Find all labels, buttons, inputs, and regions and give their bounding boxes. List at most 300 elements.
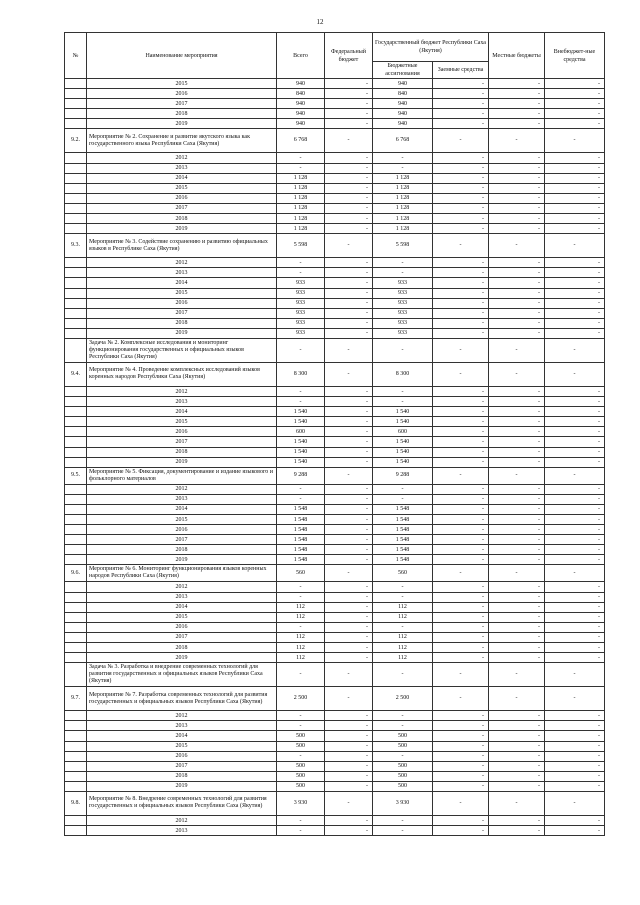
- table-row-year: [65, 427, 605, 437]
- row-federal-cell: -: [325, 417, 373, 427]
- row-name-cell: 2012: [87, 153, 277, 163]
- row-federal-cell: -: [325, 386, 373, 396]
- table-row-year: [65, 386, 605, 396]
- table-row-year: [65, 214, 605, 224]
- row-name-cell: 2013: [87, 268, 277, 278]
- row-extra-cell: -: [545, 427, 605, 437]
- row-budget-cell: 933: [373, 318, 433, 328]
- row-name-cell: 2012: [87, 258, 277, 268]
- table-row-year: [65, 622, 605, 632]
- row-extra-cell: -: [545, 711, 605, 721]
- row-borrowed-cell: -: [433, 653, 489, 663]
- row-total-cell: 1 548: [277, 545, 325, 555]
- row-extra-cell: -: [545, 484, 605, 494]
- row-federal-cell: -: [325, 318, 373, 328]
- row-budget-cell: 933: [373, 278, 433, 288]
- row-borrowed-cell: -: [433, 687, 489, 711]
- row-federal-cell: -: [325, 731, 373, 741]
- row-total-cell: -: [277, 622, 325, 632]
- row-budget-cell: 112: [373, 643, 433, 653]
- row-name-cell: 2016: [87, 427, 277, 437]
- row-name-cell: Мероприятие № 7. Разработка современных технологий для развития государственных и официальных языков Республики Саха (Якутия): [87, 687, 277, 711]
- table-row-year: [65, 771, 605, 781]
- row-extra-cell: -: [545, 457, 605, 467]
- row-num-cell: [65, 494, 87, 504]
- table-row-year: [65, 504, 605, 514]
- row-budget-cell: -: [373, 258, 433, 268]
- header-state-budget: Государственный бюджет Республики Саха (Якутия): [373, 33, 489, 62]
- row-num-cell: [65, 278, 87, 288]
- table-row-year: [65, 653, 605, 663]
- row-borrowed-cell: -: [433, 308, 489, 318]
- table-row-year: [65, 153, 605, 163]
- row-borrowed-cell: -: [433, 278, 489, 288]
- row-local-cell: -: [489, 741, 545, 751]
- row-local-cell: -: [489, 653, 545, 663]
- row-budget-cell: -: [373, 815, 433, 825]
- row-num-cell: [65, 711, 87, 721]
- row-num-cell: [65, 525, 87, 535]
- row-total-cell: 500: [277, 731, 325, 741]
- table-row-year: [65, 711, 605, 721]
- row-borrowed-cell: -: [433, 119, 489, 129]
- row-local-cell: -: [489, 565, 545, 582]
- row-name-cell: 2012: [87, 711, 277, 721]
- row-borrowed-cell: -: [433, 545, 489, 555]
- row-borrowed-cell: -: [433, 386, 489, 396]
- row-num-cell: 9.4.: [65, 362, 87, 386]
- budget-table: [64, 32, 605, 836]
- row-extra-cell: -: [545, 721, 605, 731]
- row-name-cell: 2016: [87, 298, 277, 308]
- row-federal-cell: -: [325, 224, 373, 234]
- row-local-cell: -: [489, 99, 545, 109]
- row-local-cell: -: [489, 494, 545, 504]
- row-budget-cell: 933: [373, 328, 433, 338]
- row-borrowed-cell: -: [433, 338, 489, 362]
- row-extra-cell: -: [545, 437, 605, 447]
- row-num-cell: [65, 268, 87, 278]
- row-extra-cell: -: [545, 258, 605, 268]
- row-extra-cell: -: [545, 731, 605, 741]
- table-row-measure: [65, 687, 605, 711]
- row-num-cell: [65, 203, 87, 213]
- row-federal-cell: -: [325, 183, 373, 193]
- row-total-cell: -: [277, 153, 325, 163]
- row-budget-cell: 3 930: [373, 791, 433, 815]
- row-extra-cell: -: [545, 362, 605, 386]
- row-budget-cell: 6 768: [373, 129, 433, 153]
- row-local-cell: -: [489, 298, 545, 308]
- row-borrowed-cell: -: [433, 525, 489, 535]
- row-total-cell: 6 768: [277, 129, 325, 153]
- row-total-cell: 940: [277, 109, 325, 119]
- row-local-cell: -: [489, 224, 545, 234]
- row-local-cell: -: [489, 826, 545, 836]
- table-row-measure: [65, 234, 605, 258]
- row-total-cell: 500: [277, 771, 325, 781]
- row-local-cell: -: [489, 457, 545, 467]
- row-total-cell: -: [277, 258, 325, 268]
- row-local-cell: -: [489, 234, 545, 258]
- row-local-cell: -: [489, 119, 545, 129]
- row-borrowed-cell: -: [433, 781, 489, 791]
- row-budget-cell: -: [373, 163, 433, 173]
- row-borrowed-cell: -: [433, 397, 489, 407]
- row-budget-cell: 1 540: [373, 447, 433, 457]
- row-budget-cell: 560: [373, 565, 433, 582]
- row-local-cell: -: [489, 711, 545, 721]
- row-total-cell: 933: [277, 318, 325, 328]
- row-federal-cell: -: [325, 687, 373, 711]
- row-borrowed-cell: -: [433, 602, 489, 612]
- row-local-cell: -: [489, 771, 545, 781]
- row-name-cell: Мероприятие № 8. Внедрение современных технологий для развития государственных и официальных языков Республики Саха (Якутия): [87, 791, 277, 815]
- row-federal-cell: -: [325, 494, 373, 504]
- row-num-cell: [65, 386, 87, 396]
- row-federal-cell: -: [325, 153, 373, 163]
- row-federal-cell: -: [325, 437, 373, 447]
- row-num-cell: [65, 397, 87, 407]
- row-total-cell: 1 548: [277, 535, 325, 545]
- row-name-cell: 2019: [87, 653, 277, 663]
- row-borrowed-cell: -: [433, 791, 489, 815]
- row-federal-cell: -: [325, 163, 373, 173]
- row-num-cell: [65, 457, 87, 467]
- row-num-cell: [65, 214, 87, 224]
- row-federal-cell: -: [325, 815, 373, 825]
- row-local-cell: -: [489, 592, 545, 602]
- table-row-measure: [65, 129, 605, 153]
- row-name-cell: Мероприятие № 5. Фиксация, документирование и издание языкового и фольклорного материалов: [87, 467, 277, 484]
- row-federal-cell: -: [325, 484, 373, 494]
- row-budget-cell: 112: [373, 602, 433, 612]
- row-name-cell: 2013: [87, 494, 277, 504]
- row-name-cell: 2012: [87, 582, 277, 592]
- row-budget-cell: -: [373, 711, 433, 721]
- row-total-cell: 933: [277, 328, 325, 338]
- row-local-cell: -: [489, 484, 545, 494]
- row-total-cell: 1 540: [277, 437, 325, 447]
- row-total-cell: 940: [277, 119, 325, 129]
- row-name-cell: 2013: [87, 721, 277, 731]
- row-budget-cell: -: [373, 386, 433, 396]
- row-num-cell: [65, 484, 87, 494]
- table-row-year: [65, 298, 605, 308]
- row-name-cell: 2019: [87, 328, 277, 338]
- row-total-cell: 112: [277, 653, 325, 663]
- row-total-cell: 1 128: [277, 193, 325, 203]
- row-name-cell: 2018: [87, 771, 277, 781]
- row-num-cell: [65, 781, 87, 791]
- row-name-cell: 2018: [87, 643, 277, 653]
- row-extra-cell: -: [545, 153, 605, 163]
- row-borrowed-cell: -: [433, 555, 489, 565]
- row-local-cell: -: [489, 643, 545, 653]
- row-federal-cell: -: [325, 288, 373, 298]
- row-local-cell: -: [489, 417, 545, 427]
- row-num-cell: [65, 761, 87, 771]
- table-row-year: [65, 535, 605, 545]
- row-extra-cell: -: [545, 535, 605, 545]
- row-extra-cell: -: [545, 234, 605, 258]
- row-borrowed-cell: -: [433, 362, 489, 386]
- row-federal-cell: -: [325, 602, 373, 612]
- row-borrowed-cell: -: [433, 721, 489, 731]
- row-budget-cell: 1 548: [373, 535, 433, 545]
- row-name-cell: 2015: [87, 79, 277, 89]
- row-federal-cell: -: [325, 193, 373, 203]
- row-federal-cell: -: [325, 826, 373, 836]
- row-total-cell: -: [277, 663, 325, 687]
- row-total-cell: 1 128: [277, 203, 325, 213]
- row-local-cell: -: [489, 602, 545, 612]
- row-total-cell: -: [277, 721, 325, 731]
- row-budget-cell: 1 128: [373, 173, 433, 183]
- row-total-cell: 940: [277, 79, 325, 89]
- row-name-cell: Задача № 3. Разработка и внедрение современных технологий для развития государственных и официальных языков Республики Саха (Якутия): [87, 663, 277, 687]
- table-row-year: [65, 268, 605, 278]
- row-extra-cell: -: [545, 663, 605, 687]
- row-local-cell: -: [489, 163, 545, 173]
- table-body: [65, 79, 605, 836]
- row-extra-cell: -: [545, 602, 605, 612]
- table-row-measure: [65, 362, 605, 386]
- table-row-measure: [65, 791, 605, 815]
- row-borrowed-cell: -: [433, 427, 489, 437]
- row-federal-cell: -: [325, 328, 373, 338]
- row-extra-cell: -: [545, 119, 605, 129]
- row-extra-cell: -: [545, 308, 605, 318]
- row-extra-cell: -: [545, 129, 605, 153]
- row-budget-cell: 940: [373, 99, 433, 109]
- table-row-year: [65, 826, 605, 836]
- row-budget-cell: 1 128: [373, 224, 433, 234]
- row-name-cell: 2014: [87, 504, 277, 514]
- row-budget-cell: 5 598: [373, 234, 433, 258]
- row-num-cell: [65, 258, 87, 268]
- row-num-cell: [65, 417, 87, 427]
- row-budget-cell: 112: [373, 612, 433, 622]
- row-borrowed-cell: -: [433, 173, 489, 183]
- table-row-year: [65, 815, 605, 825]
- row-borrowed-cell: -: [433, 582, 489, 592]
- row-num-cell: [65, 771, 87, 781]
- row-borrowed-cell: -: [433, 89, 489, 99]
- table-row-year: [65, 721, 605, 731]
- row-federal-cell: -: [325, 258, 373, 268]
- row-total-cell: 1 540: [277, 417, 325, 427]
- row-federal-cell: -: [325, 362, 373, 386]
- row-borrowed-cell: -: [433, 751, 489, 761]
- row-total-cell: 1 128: [277, 173, 325, 183]
- row-num-cell: [65, 582, 87, 592]
- row-total-cell: 933: [277, 288, 325, 298]
- row-num-cell: [65, 602, 87, 612]
- table-row-measure: [65, 338, 605, 362]
- row-total-cell: 500: [277, 781, 325, 791]
- row-total-cell: -: [277, 711, 325, 721]
- table-row-measure: [65, 663, 605, 687]
- row-total-cell: 933: [277, 278, 325, 288]
- row-num-cell: 9.3.: [65, 234, 87, 258]
- row-federal-cell: -: [325, 427, 373, 437]
- row-total-cell: 1 128: [277, 224, 325, 234]
- row-local-cell: -: [489, 397, 545, 407]
- row-total-cell: 940: [277, 99, 325, 109]
- row-extra-cell: -: [545, 525, 605, 535]
- row-budget-cell: 1 540: [373, 407, 433, 417]
- row-borrowed-cell: -: [433, 741, 489, 751]
- table-row-year: [65, 447, 605, 457]
- row-local-cell: -: [489, 173, 545, 183]
- row-num-cell: [65, 173, 87, 183]
- table-row-year: [65, 278, 605, 288]
- row-federal-cell: -: [325, 214, 373, 224]
- row-federal-cell: -: [325, 711, 373, 721]
- row-name-cell: 2014: [87, 278, 277, 288]
- table-row-year: [65, 79, 605, 89]
- row-total-cell: -: [277, 268, 325, 278]
- row-borrowed-cell: -: [433, 771, 489, 781]
- row-extra-cell: -: [545, 328, 605, 338]
- row-name-cell: Мероприятие № 6. Мониторинг функционирования языков коренных народов Республики Саха (Якутия): [87, 565, 277, 582]
- row-extra-cell: -: [545, 467, 605, 484]
- row-borrowed-cell: -: [433, 163, 489, 173]
- row-budget-cell: 9 288: [373, 467, 433, 484]
- row-budget-cell: 112: [373, 632, 433, 642]
- row-borrowed-cell: -: [433, 612, 489, 622]
- table-row-year: [65, 109, 605, 119]
- row-extra-cell: -: [545, 592, 605, 602]
- row-budget-cell: -: [373, 268, 433, 278]
- header-local: Местные бюджеты: [489, 33, 545, 79]
- table-row-year: [65, 437, 605, 447]
- row-budget-cell: 500: [373, 731, 433, 741]
- row-total-cell: 1 548: [277, 555, 325, 565]
- row-name-cell: 2015: [87, 288, 277, 298]
- row-budget-cell: 1 128: [373, 193, 433, 203]
- row-budget-cell: -: [373, 338, 433, 362]
- row-name-cell: 2018: [87, 318, 277, 328]
- table-row-year: [65, 612, 605, 622]
- table-row-year: [65, 457, 605, 467]
- table-row-year: [65, 119, 605, 129]
- row-name-cell: 2014: [87, 602, 277, 612]
- row-name-cell: 2018: [87, 214, 277, 224]
- row-borrowed-cell: -: [433, 109, 489, 119]
- row-name-cell: 2019: [87, 555, 277, 565]
- row-budget-cell: 1 548: [373, 504, 433, 514]
- row-extra-cell: -: [545, 741, 605, 751]
- row-federal-cell: -: [325, 643, 373, 653]
- table-row-year: [65, 173, 605, 183]
- row-federal-cell: -: [325, 99, 373, 109]
- row-borrowed-cell: -: [433, 214, 489, 224]
- row-local-cell: -: [489, 437, 545, 447]
- row-extra-cell: -: [545, 417, 605, 427]
- row-total-cell: -: [277, 484, 325, 494]
- header-total: Всего: [277, 33, 325, 79]
- table-row-year: [65, 494, 605, 504]
- row-num-cell: [65, 79, 87, 89]
- row-local-cell: -: [489, 288, 545, 298]
- row-local-cell: -: [489, 555, 545, 565]
- row-local-cell: -: [489, 815, 545, 825]
- row-name-cell: 2017: [87, 308, 277, 318]
- row-local-cell: -: [489, 791, 545, 815]
- row-extra-cell: -: [545, 826, 605, 836]
- table-row-year: [65, 555, 605, 565]
- row-num-cell: [65, 643, 87, 653]
- row-federal-cell: -: [325, 119, 373, 129]
- row-total-cell: 112: [277, 643, 325, 653]
- row-extra-cell: -: [545, 214, 605, 224]
- row-num-cell: 9.6.: [65, 565, 87, 582]
- row-total-cell: -: [277, 494, 325, 504]
- row-budget-cell: 940: [373, 109, 433, 119]
- row-borrowed-cell: -: [433, 731, 489, 741]
- row-total-cell: 1 540: [277, 407, 325, 417]
- row-num-cell: [65, 632, 87, 642]
- row-num-cell: [65, 288, 87, 298]
- header-federal: Федеральный бюджет: [325, 33, 373, 79]
- row-local-cell: -: [489, 731, 545, 741]
- row-num-cell: [65, 338, 87, 362]
- row-name-cell: 2016: [87, 89, 277, 99]
- row-total-cell: -: [277, 751, 325, 761]
- row-borrowed-cell: -: [433, 457, 489, 467]
- row-federal-cell: -: [325, 622, 373, 632]
- row-extra-cell: -: [545, 447, 605, 457]
- row-extra-cell: -: [545, 407, 605, 417]
- row-extra-cell: -: [545, 582, 605, 592]
- row-name-cell: 2012: [87, 386, 277, 396]
- row-borrowed-cell: -: [433, 761, 489, 771]
- row-extra-cell: -: [545, 397, 605, 407]
- row-name-cell: 2017: [87, 99, 277, 109]
- row-num-cell: [65, 545, 87, 555]
- row-borrowed-cell: -: [433, 494, 489, 504]
- row-borrowed-cell: -: [433, 328, 489, 338]
- row-budget-cell: -: [373, 494, 433, 504]
- row-total-cell: 500: [277, 741, 325, 751]
- row-local-cell: -: [489, 214, 545, 224]
- row-budget-cell: 500: [373, 781, 433, 791]
- table-row-year: [65, 525, 605, 535]
- row-borrowed-cell: -: [433, 407, 489, 417]
- row-borrowed-cell: -: [433, 268, 489, 278]
- row-borrowed-cell: -: [433, 288, 489, 298]
- row-extra-cell: -: [545, 278, 605, 288]
- row-extra-cell: -: [545, 612, 605, 622]
- row-num-cell: [65, 437, 87, 447]
- row-federal-cell: -: [325, 741, 373, 751]
- row-borrowed-cell: -: [433, 504, 489, 514]
- row-federal-cell: -: [325, 278, 373, 288]
- row-budget-cell: 600: [373, 427, 433, 437]
- row-extra-cell: -: [545, 79, 605, 89]
- row-federal-cell: -: [325, 268, 373, 278]
- row-name-cell: 2019: [87, 119, 277, 129]
- row-federal-cell: -: [325, 234, 373, 258]
- row-name-cell: 2014: [87, 173, 277, 183]
- row-federal-cell: -: [325, 592, 373, 602]
- row-num-cell: [65, 612, 87, 622]
- row-local-cell: -: [489, 622, 545, 632]
- row-name-cell: 2017: [87, 632, 277, 642]
- row-local-cell: -: [489, 663, 545, 687]
